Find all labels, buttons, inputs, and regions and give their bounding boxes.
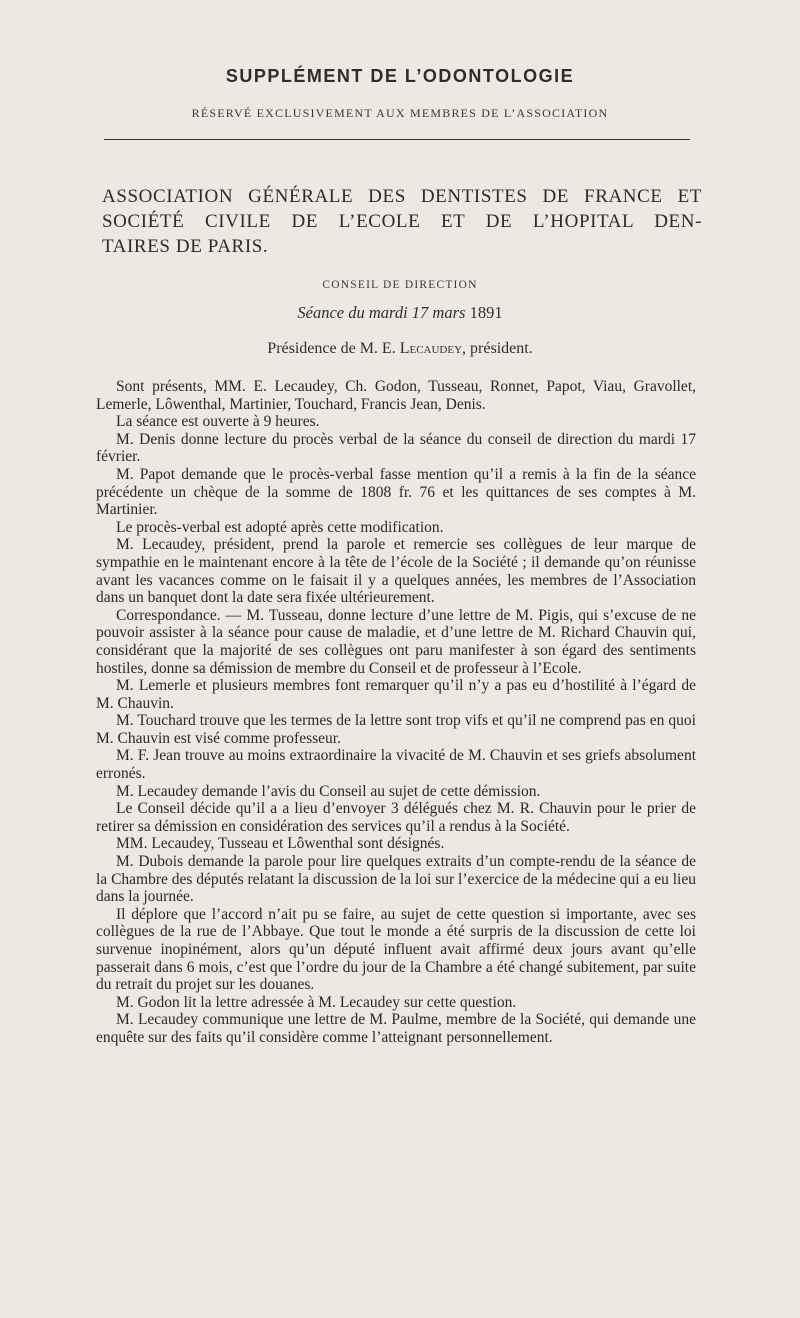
seance-date: Séance du mardi 17 mars bbox=[297, 303, 466, 322]
supplement-subtitle: RÉSERVÉ EXCLUSIVEMENT AUX MEMBRES DE L’ASSOCIATION bbox=[191, 106, 609, 120]
paragraph: M. Lecaudey, président, prend la parole et remercie ses collègues de leur marque de sympathie en le maintenant encore à la tête de l’école de la Société ; il demande qu’on réunisse avant les vacances comme on le faisait il y a quelques années, les membres de l’Association dans un banquet dont la date sera fixée ultérieurement. bbox=[96, 536, 696, 607]
paragraph: M. F. Jean trouve au moins extraordinaire la vivacité de M. Chauvin et ses griefs absolument erronés. bbox=[96, 747, 696, 783]
header-divider bbox=[104, 139, 690, 140]
paragraph: M. Lecaudey communique une lettre de M. Paulme, membre de la Société, qui demande une enquête sur des faits qu’il considère comme l’atteignant personnellement. bbox=[96, 1011, 696, 1046]
paragraph: La séance est ouverte à 9 heures. bbox=[116, 413, 320, 431]
paragraph: MM. Lecaudey, Tusseau et Lôwenthal sont désignés. bbox=[116, 835, 445, 853]
paragraph: Il déplore que l’accord n’ait pu se faire, au sujet de cette question si importante, avec ses collègues de la rue de l’Abbaye. Que tout le monde a été surpris de la discussion de cette loi survenue inopinément, alors qu’un député influent avait affirmé deux jours avant qu’elle passerait dans 6 mois, c’est que l’ordre du jour de la Chambre a été changé subitement, par suite du retrait du projet sur les douanes. bbox=[96, 905, 696, 994]
conseil-heading: CONSEIL DE DIRECTION bbox=[322, 279, 478, 291]
paragraph: Le procès-verbal est adopté après cette modification. bbox=[116, 518, 444, 536]
association-title bbox=[102, 184, 702, 259]
paragraph: M. Papot demande que le procès-verbal fasse mention qu’il a remis à la fin de la séance précédente un chèque de la somme de 1808 fr. 76 et les quittances de ses comptes à M. Martinier. bbox=[96, 465, 696, 519]
presidence-prefix: Présidence de M. E. bbox=[267, 340, 400, 357]
president-name: Lecaudey bbox=[399, 340, 463, 357]
paragraph: Sont présents, MM. E. Lecaudey, Ch. Godon, Tusseau, Ronnet, Papot, Viau, Gravollet, Lemerle, Lôwenthal, Martinier, Touchard, Francis Jean, Denis. bbox=[96, 378, 696, 413]
paragraph: M. Touchard trouve que les termes de la lettre sont trop vifs et qu’il ne comprend pas en quoi M. Chauvin est visé comme professeur. bbox=[96, 712, 696, 747]
presidence-line bbox=[0, 340, 800, 358]
paragraph: M. Lemerle et plusieurs membres font remarquer qu’il n’y a pas eu d’hostilité à l’égard de M. Chauvin. bbox=[96, 677, 696, 712]
paragraph: Correspondance. — M. Tusseau, donne lecture d’une lettre de M. Pigis, qui s’excuse de ne pouvoir assister à la séance pour cause de maladie, et d’une lettre de M. Richard Chauvin qui, considérant que la majorité de ses collègues ont paru manifester à son égard des sentiments hostiles, donne sa démission de membre du Conseil et de professeur à l’Ecole. bbox=[96, 606, 696, 677]
paragraph: M. Lecaudey demande l’avis du Conseil au sujet de cette démission. bbox=[116, 782, 541, 800]
paragraph: Le Conseil décide qu’il a a lieu d’envoyer 3 délégués chez M. R. Chauvin pour le prier de retirer sa démission en considération des services qu’il a rendus à la Société. bbox=[96, 800, 696, 835]
association-title-line-2: SOCIÉTÉ CIVILE DE L’ECOLE ET DE L’HOPITAL DEN- bbox=[102, 211, 702, 232]
association-title-line-3: TAIRES DE PARIS. bbox=[102, 236, 269, 257]
paragraph: M. Dubois demande la parole pour lire quelques extraits d’un compte-rendu de la séance de la Chambre des députés relatant la discussion de la loi sur l’exercice de la médecine qui a eu lieu dans la journée. bbox=[96, 853, 696, 906]
seance-heading bbox=[0, 303, 800, 323]
paragraph: M. Godon lit la lettre adressée à M. Lecaudey sur cette question. bbox=[116, 993, 517, 1011]
minutes-body bbox=[96, 378, 696, 1047]
presidence-suffix: , président. bbox=[462, 340, 533, 357]
seance-year: 1891 bbox=[469, 303, 503, 322]
supplement-title: SUPPLÉMENT DE L’ODONTOLOGIE bbox=[225, 66, 575, 86]
paragraph: M. Denis donne lecture du procès verbal de la séance du conseil de direction du mardi 17 février. bbox=[96, 430, 696, 466]
association-title-line-1: ASSOCIATION GÉNÉRALE DES DENTISTES DE FRANCE ET bbox=[102, 186, 702, 207]
